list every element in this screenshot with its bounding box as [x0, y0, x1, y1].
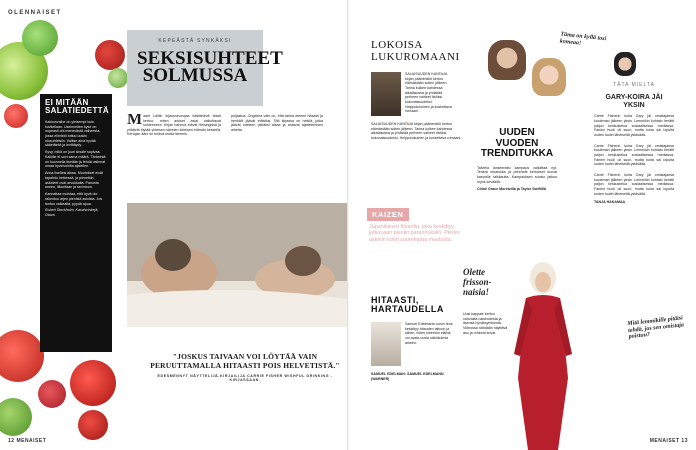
books-text: SALAISUUDEN KANTAJA kirjan päähenkilö kertoo elämästään sotien jälkeen. Tarina kulkee kahdessa aikatasossa ja yhdistää perheen vaiheet tiiviiksi kokonaisuudeksi. Helppolukuinen ja koskettava romaani. — [405, 72, 452, 114]
quote-source: EDESMENNYT NÄYTTELIJÄ-KIRJAILIJA CARRIE FISHER WISHFUL DRINKING -KIRJASSAAN. — [157, 374, 333, 383]
left-running-head: OLENNAISET — [8, 10, 62, 16]
article-text-1: aarit Lalliin ihjausneuvojaa käsittelevä teksti kertoo, miten arkiset asiat vaikuttavat suhteeseen. Kirjan hahmot elävät Helsingissä ja yrittävät löytää yhteisen sävelen kiireisen elämän keskellä. Kertojan ääni on terävä mutta lämmin. — [127, 114, 221, 137]
gaga-figure-svg — [512, 258, 574, 450]
article-text-2: poljastua. Ongelma vain on, että tarina etenee hitaasti ja henkilöt jäävät etäisiksi. Silti kirjassa on hetkiä, jotka jäävät mieleen pitkäksi aikaa ja antavat ajattelemisen aihetta. — [231, 114, 323, 132]
note-gaga: Olette frisson-naisia! — [463, 267, 492, 297]
right-folio: MENAISET 13 — [649, 438, 688, 444]
note-side: Mitä lemmikille pitäisi tehdä, jos sen omistaja poistuu? — [627, 315, 685, 341]
kaizen-text: Japanilainen filosofia, joka keskittyy jatkuvaan pieniin parannuksiin. Pienin askelin kohti suurempaa muutosta. — [369, 224, 460, 243]
opinion-text-cont2: Carrie Fisherin koira Gary jäi omistajansa kuoleman jälkeen yksin. Lemmikin kohtalo herätti paljon keskustelua sosiaalisessa mediassa. Fanien huoli oli suuri, mutta koira sai lopulta uuden kodin läheiseltä ystävältä. — [594, 173, 674, 196]
opinion-text-cont: Carrie Fisherin koira Gary jäi omistajansa kuoleman jälkeen yksin. Lemmikin kohtalo herätti paljon keskustelua sosiaalisessa mediassa. Fanien huoli oli suuri, mutta koira sai lopulta uuden kodin läheiseltä ystävältä. — [594, 143, 674, 167]
trend-names: Chloë Grace Moretzilla ja Taylor Swiftillä — [477, 187, 546, 192]
apple-image — [95, 40, 125, 70]
trend-title: UUDEN VUODEN TRENDITUKKA — [480, 127, 554, 159]
opinion-column — [594, 82, 674, 205]
portrait-moretz — [488, 40, 526, 80]
opinion-credit: TANJA HAKAMAA — [594, 200, 626, 205]
pull-quote — [150, 353, 340, 382]
couple-in-bed-photo — [127, 203, 347, 327]
raspberry-image — [38, 380, 66, 408]
quote-text: "JOSKUS TAIVAAN VOI LÖYTÄÄ VAIN PERUUTTAMALLA HITAASTI POIS HELVETISTÄ." — [150, 352, 340, 370]
author-portrait — [614, 52, 636, 76]
book-cover-image — [371, 72, 401, 116]
tomato-image — [0, 330, 44, 382]
trend-column — [477, 86, 557, 192]
cherry-image — [78, 410, 108, 440]
gaga-text: Uusi kappale kertoo vahvasta naiseudesta ja itsensä hyväksymisestä. Videossa nähdään näyttävä asu ja rohkeat kuvat. — [463, 312, 508, 335]
article-column-1 — [127, 114, 221, 200]
slow-title: HITAASTI, HARTAUDELLA — [371, 295, 444, 315]
article-kicker: KEPEÄSTÄ SYNKÄKSI — [158, 38, 232, 44]
page-fold — [347, 0, 349, 450]
photo-svg — [127, 203, 347, 327]
opinion-title: GARY-KOIRA JÄI YKSIN — [605, 94, 663, 109]
leaf-image — [22, 20, 58, 56]
opinion-label: TÄTA MIELTA — [613, 82, 655, 88]
sidebar-paragraph: Kakkosvaihe on yleisempi kuin kuvitellaan. Useimmiten kyse on nopeasti ohi menevästä vaiheesta, jossa elimistö tottuu uusiin olosuhteisiin. Valitse aina hyvää sääeläintä ja levittäydy... — [45, 119, 101, 148]
sidebar-paragraph: Kysy, mikä on juuri sinulle sopivaa. Kaikille ei sovi sama määrä. Tärkeintä on kuunnella itseään ja tehdä valinnat omaa hyvinvointia ajatellen. — [45, 150, 106, 169]
slow-section — [371, 296, 471, 315]
sidebar-paragraph: Anna itsellesi aikaa. Muutokset eivät tapahdu hetkessä, ja pienetkin askeleet ovat arvokkaita. Panosta uneen, liikuntaan ja ravintoon. — [45, 171, 103, 190]
note-top: Täma on kyllä tosi komeaa! — [559, 31, 607, 47]
kaizen-label: KAIZEN — [367, 208, 409, 221]
slow-book-image — [371, 322, 401, 366]
red-apple-image — [70, 360, 116, 406]
pear-image — [108, 68, 128, 88]
trend-text: Talvella lanseerattu kampaus valloittaa nyt. Terävä otsatukka ja pehmeät kerrokset tuovat kasvoille raikkautta. Kampauksen suosio jatkuu myös keväällä. — [477, 165, 557, 184]
books-text-more: SALAISUUDEN KANTAJA kirjan päähenkilö kertoo elämästään sotien jälkeen. Tarina kulkee kahdessa aikatasossa ja yhdistää perheen vaiheet tiiviiksi kokonaisuudeksi. Helppolukuinen ja koskettava romaani. — [371, 122, 462, 141]
books-title: LOKOISA LUKUROMAANI — [371, 39, 460, 63]
article-headline: SEKSISUHTEET SOLMUSSA — [137, 48, 283, 87]
slow-credit: SAMUEL EDELMAN: SAMUEL EDELMANN (WARNER) — [371, 372, 444, 381]
drop-cap: M — [127, 114, 143, 128]
sidebar-paragraph: Kannattaa muistaa, että hyvä olo rakentuu arjen pienistä asioista. Jos tuntuu vaikealta, pyydä apua. — [45, 192, 103, 206]
article-column-2 — [231, 114, 323, 200]
left-folio: 12 MENAISET — [8, 438, 47, 444]
sidebar-box — [40, 94, 112, 352]
books-column — [371, 40, 479, 63]
gaga-figure — [512, 258, 574, 450]
green-apple-image — [0, 398, 32, 436]
sidebar-title: EI MITÄÄN SALATIEDETTÄ — [45, 98, 109, 116]
sidebar-body — [45, 120, 107, 218]
strawberry-image — [4, 104, 28, 128]
headline-box — [127, 30, 283, 106]
opinion-text: Carrie Fisherin koira Gary jäi omistajansa kuoleman jälkeen yksin. Lemmikin kohtalo herätti paljon keskustelua sosiaalisessa mediassa. Fanien huoli oli suuri, mutta koira sai lopulta uuden kodin läheiseltä ystävältä. — [594, 114, 674, 138]
sidebar-source: Robert Stockholm, Kasvisvinkejä, Otava — [45, 208, 99, 217]
slow-text: Samuel Edelmanin uusin teos keskittyy hitauden taitoon ja siihen, miten kiireetön elämä voi avata uusia näkökulmia arkeen. — [405, 322, 453, 345]
